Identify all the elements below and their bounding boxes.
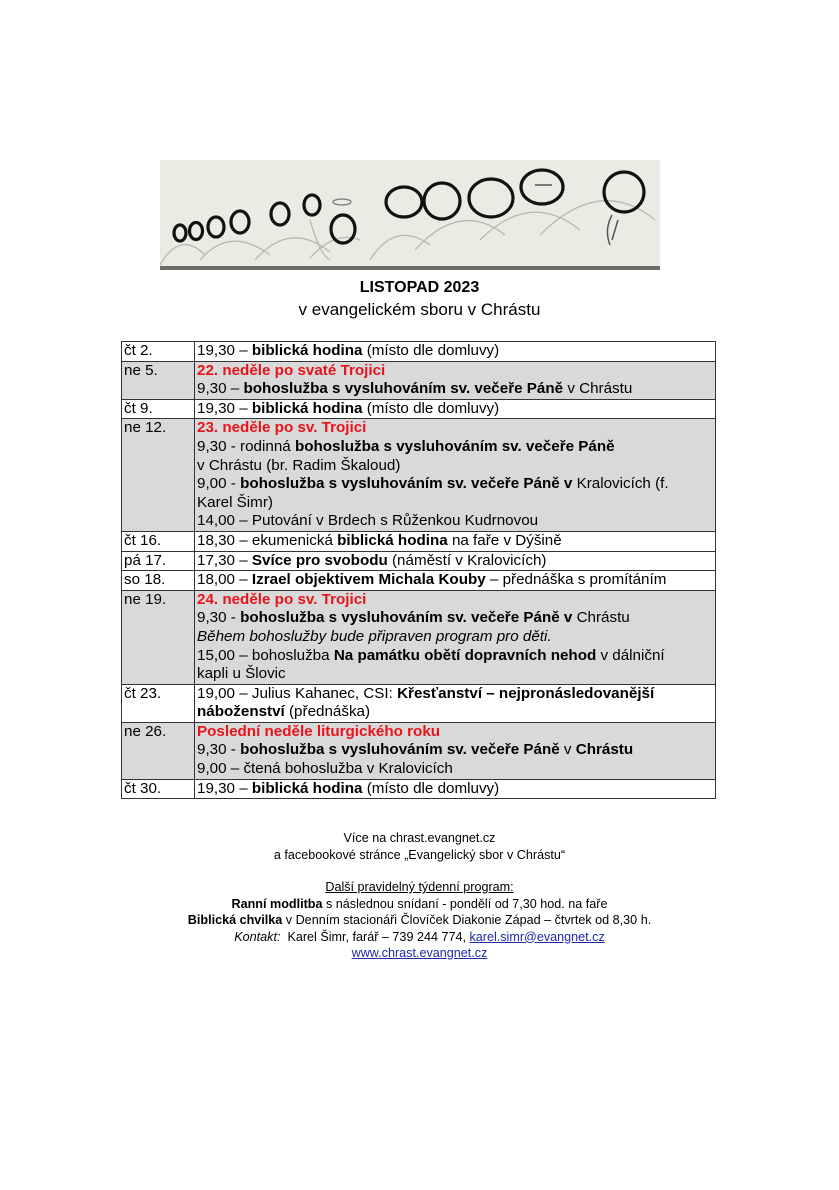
text-segment: kapli u Šlovic [197,665,286,683]
schedule-day: pá 17. [122,551,195,571]
faces-drawing-icon [160,160,660,270]
description-line [197,475,713,494]
text-segment: Během bohoslužby bude připraven program pro děti. [197,627,552,645]
description-line [197,400,713,419]
prayer-line [0,896,839,913]
schedule-description [195,419,716,532]
website-link[interactable]: www.chrast.evangnet.cz [351,946,488,960]
description-line [197,362,713,381]
description-line [197,647,713,666]
schedule-description [195,531,716,551]
text-segment: (místo dle domluvy) [362,779,500,797]
schedule-description [195,590,716,684]
text-segment: 19,30 – [197,779,252,797]
schedule-day: ne 5. [122,361,195,399]
text-segment: Svíce pro svobodu [251,551,388,569]
description-line [197,703,713,722]
text-segment: biblická hodina [251,399,363,417]
page-subtitle: v evangelickém sboru v Chrástu [298,300,541,319]
text-segment: 18,00 – [197,571,252,589]
schedule-row [122,684,716,722]
text-segment: Kralovicích (f. [572,475,669,493]
schedule-description [195,399,716,419]
description-line [197,628,713,647]
text-segment: na faře v Dýšině [447,531,562,549]
schedule-table [121,341,716,799]
text-segment: bohoslužba s vysluhováním sv. večeře Páně [294,437,615,455]
description-line [197,609,713,628]
schedule-description [195,342,716,362]
description-line [197,591,713,610]
schedule-description [195,722,716,779]
prayer-details: s následnou snídaní - pondělí od 7,30 hod. na faře [322,896,608,911]
schedule-description [195,551,716,571]
text-segment: Na památku obětí dopravních nehod [333,646,597,664]
schedule-day: ne 19. [122,590,195,684]
description-line [197,512,713,531]
schedule-row [122,571,716,591]
email-link[interactable]: karel.simr@evangnet.cz [469,929,605,944]
description-line [197,741,713,760]
description-line [197,571,713,590]
description-line [197,438,713,457]
description-line [197,380,713,399]
schedule-row [122,361,716,399]
sunday-heading: 22. neděle po svaté Trojici [197,361,386,379]
text-segment: bohoslužba s vysluhováním sv. večeře Páně [243,380,564,398]
text-segment: v Chrástu [563,380,633,398]
schedule-description [195,684,716,722]
text-segment: 9,30 – [197,380,244,398]
text-segment: 9,00 - [197,475,241,493]
contact-label: Kontakt: [234,929,281,944]
text-segment: Karel Šimr) [197,493,273,511]
text-segment: (náměstí v Kralovicích) [387,551,547,569]
text-segment: (místo dle domluvy) [362,342,500,359]
description-line [197,780,713,799]
description-line [197,685,713,704]
prayer-label: Ranní modlitba [231,896,323,911]
text-segment: 9,00 – čtená bohoslužba v Kralovicích [197,760,453,778]
text-segment: 9,30 - rodinná [197,437,295,455]
schedule-row [122,722,716,779]
text-segment: 19,30 – [197,342,252,359]
description-line [197,419,713,438]
text-segment: (přednáška) [284,703,371,721]
schedule-day: čt 9. [122,399,195,419]
text-segment: Chrástu [575,741,634,759]
footer [0,830,839,962]
text-segment: 19,30 – [197,399,252,417]
text-segment: – přednáška s promítáním [485,571,667,589]
header-drawing [160,160,660,270]
description-line [197,457,713,476]
schedule-day: čt 30. [122,779,195,799]
schedule-day: so 18. [122,571,195,591]
text-segment: 18,30 – ekumenická [197,531,338,549]
schedule-row [122,779,716,799]
schedule-row [122,399,716,419]
schedule-day: čt 23. [122,684,195,722]
contact-line [0,929,839,946]
program-heading: Další pravidelný týdenní program: [325,880,514,894]
text-segment: Křesťanství – nejpronásledovanější [397,684,655,702]
sunday-heading: 23. neděle po sv. Trojici [197,419,367,437]
text-segment: 9,30 - [197,741,241,759]
text-segment: biblická hodina [251,342,363,359]
sunday-heading: 24. neděle po sv. Trojici [197,590,367,608]
text-segment: bohoslužba s vysluhováním sv. večeře Páně v [240,475,573,493]
schedule-description [195,571,716,591]
bible-label: Biblická chvilka [187,913,283,927]
schedule-day: ne 12. [122,419,195,532]
schedule-day: čt 16. [122,531,195,551]
bible-details: v Denním stacionáři Človíček Diakonie Západ – čtvrtek od 8,30 h. [282,913,652,927]
more-info-line: Více na chrast.evangnet.cz [343,831,496,845]
schedule-description [195,779,716,799]
schedule-row [122,590,716,684]
text-segment: Chrástu [572,609,630,627]
text-segment: bohoslužba s vysluhováním sv. večeře Páně [240,741,560,759]
schedule-row [122,531,716,551]
text-segment: Izrael objektivem Michala Kouby [251,571,486,589]
description-line [197,494,713,513]
schedule-description [195,361,716,399]
schedule-day: ne 26. [122,722,195,779]
text-segment: bohoslužba s vysluhováním sv. večeře Páně v [240,609,573,627]
schedule-row [122,342,716,362]
description-line [197,342,713,361]
facebook-line: a facebookové stránce „Evangelický sbor v Chrástu“ [273,847,566,862]
description-line [197,760,713,779]
bible-line [0,912,839,929]
schedule-day: čt 2. [122,342,195,362]
text-segment: 17,30 – [197,551,252,569]
description-line [197,665,713,684]
text-segment: v [559,741,576,759]
text-segment: 15,00 – bohoslužba [197,646,334,664]
text-segment: náboženství [197,703,285,721]
text-segment: biblická hodina [337,531,448,549]
schedule-row [122,551,716,571]
text-segment: 19,00 – Julius Kahanec, CSI: [197,684,398,702]
text-segment: (místo dle domluvy) [362,399,500,417]
text-segment: biblická hodina [251,779,363,797]
text-segment: v Chrástu (br. Radim Škaloud) [197,456,401,474]
text-segment: 9,30 - [197,609,241,627]
description-line [197,532,713,551]
description-line [197,723,713,742]
contact-text: Karel Šimr, farář – 739 244 774, [280,929,470,944]
page-title: LISTOPAD 2023 [359,279,480,296]
sunday-heading: Poslední neděle liturgického roku [197,722,441,740]
text-segment: v dálniční [596,646,665,664]
description-line [197,552,713,571]
text-segment: 14,00 – Putování v Brdech s Růženkou Kudrnovou [197,512,539,530]
schedule-row [122,419,716,532]
